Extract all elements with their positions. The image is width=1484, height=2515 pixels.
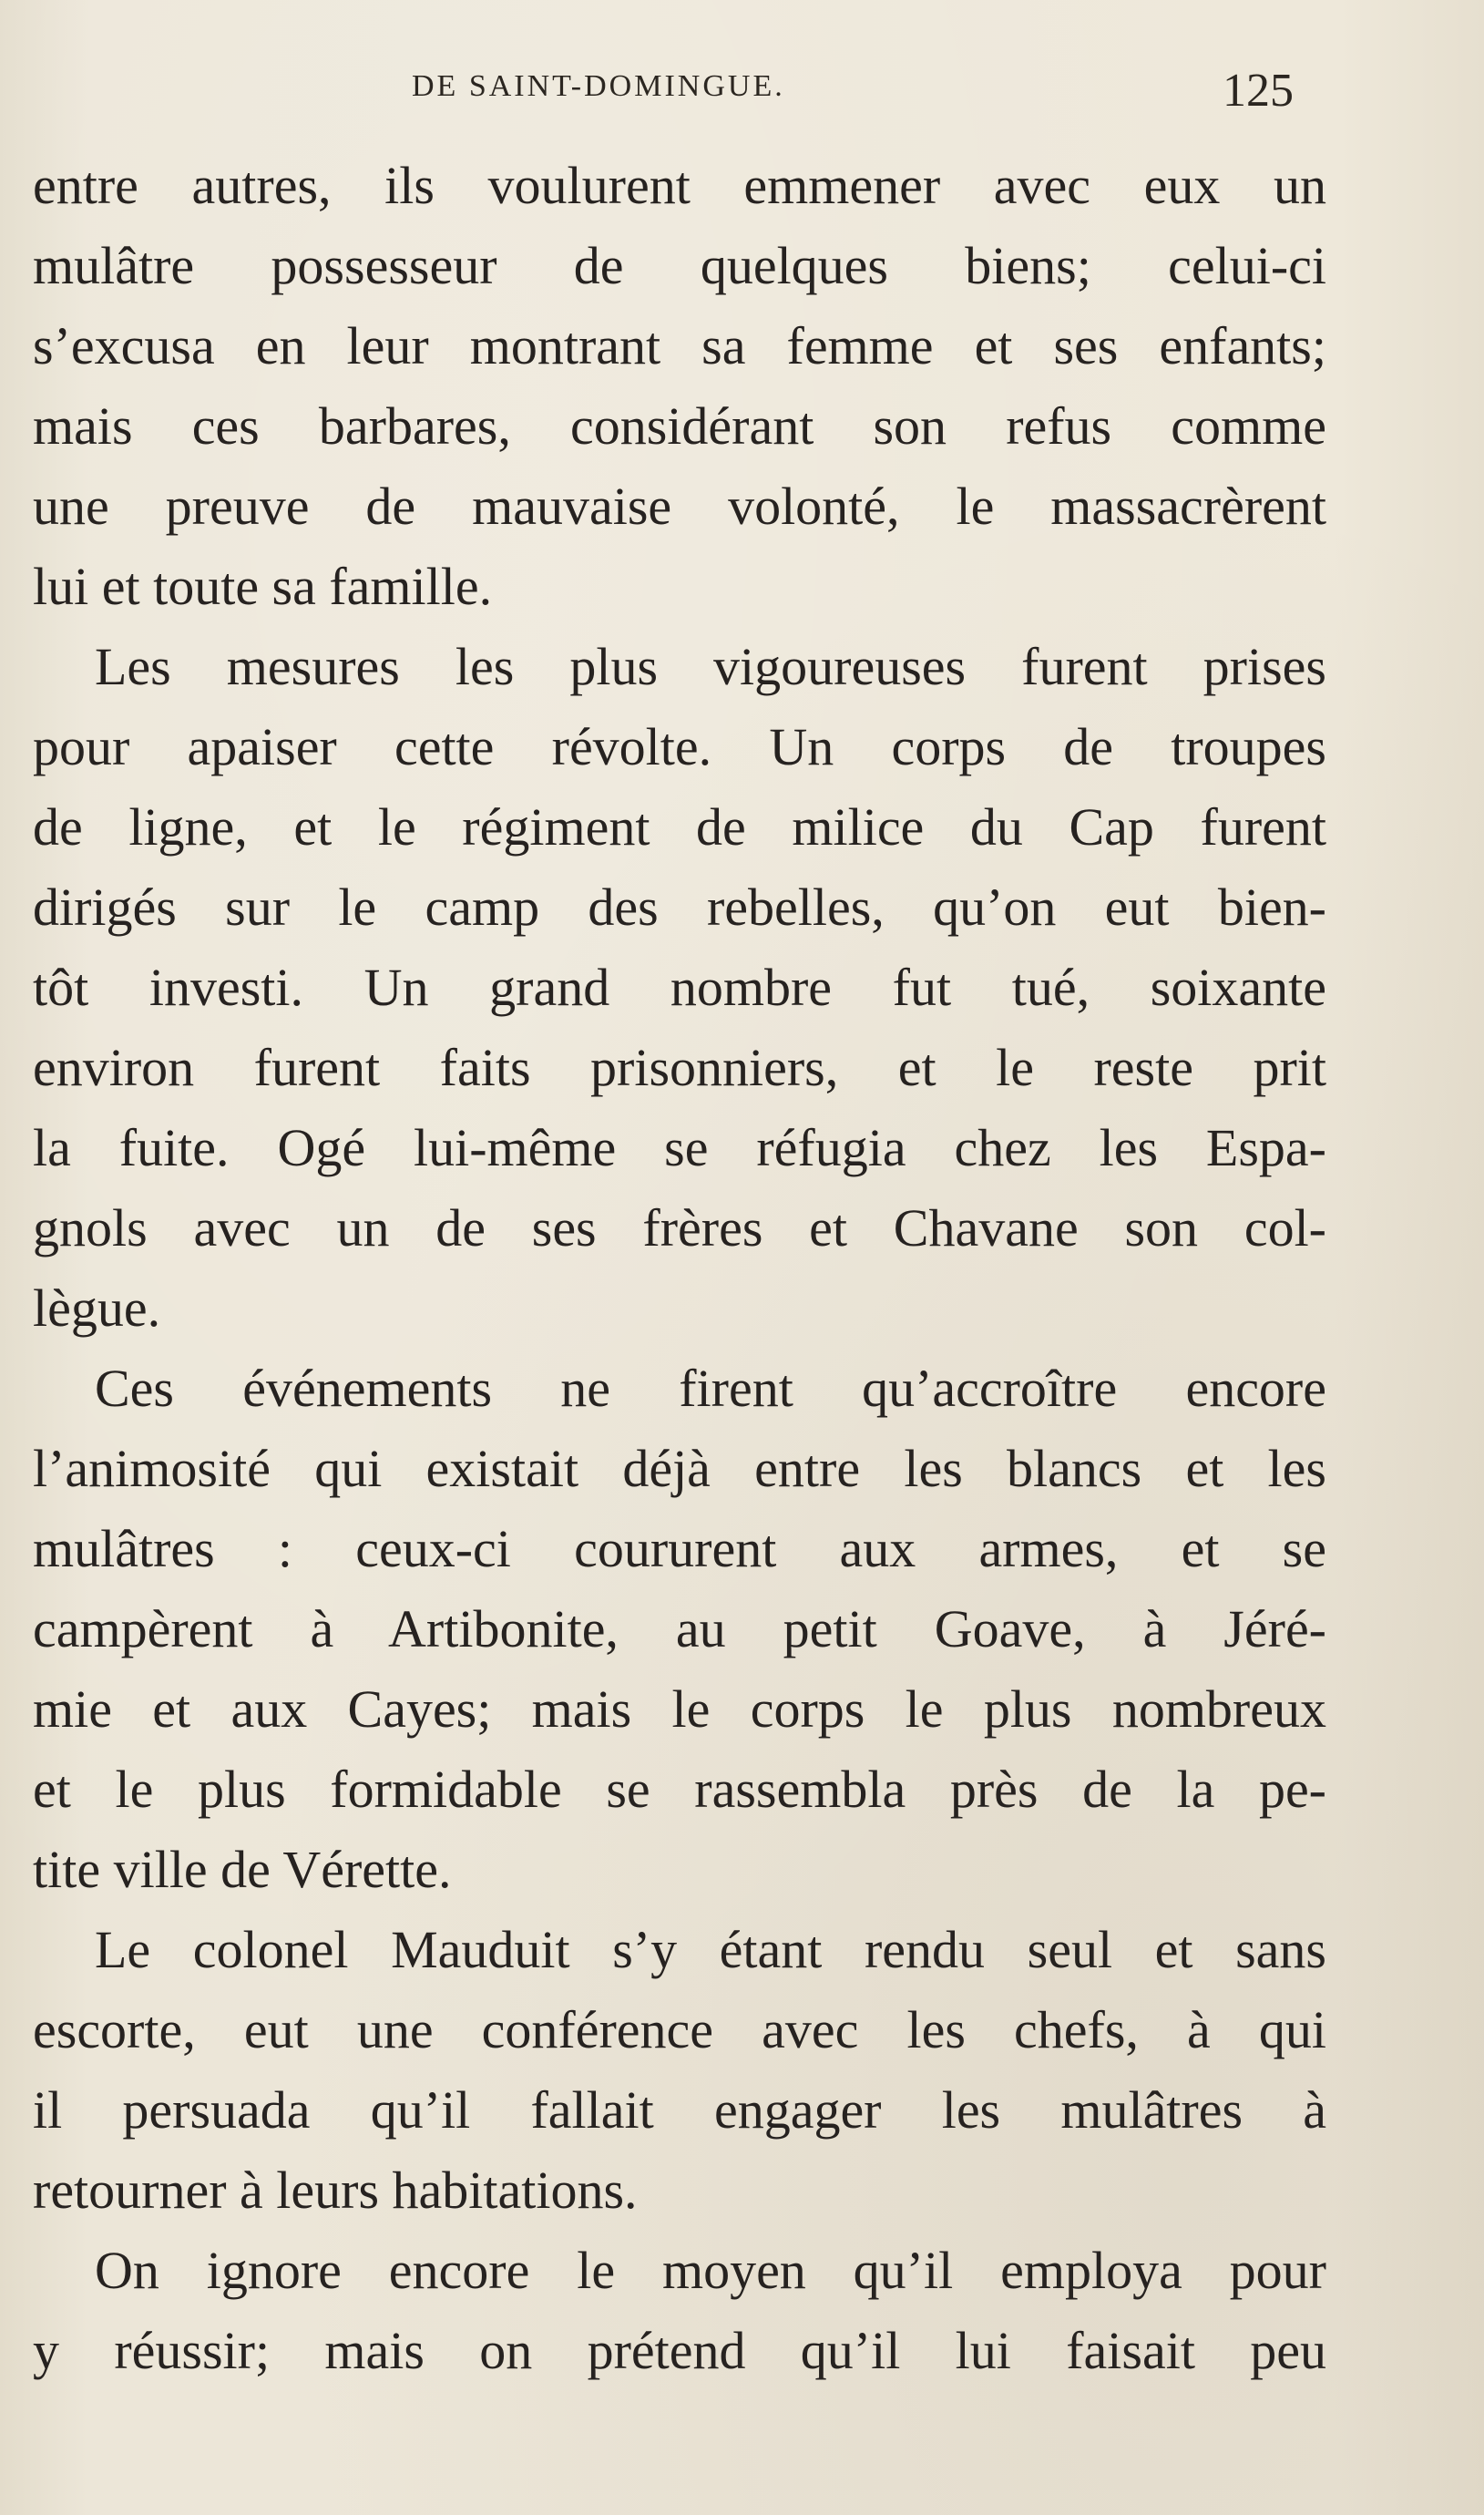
text-line: environ furent faits prisonniers, et le reste prit [33,1038,1326,1097]
text-line: Le colonel Mauduit s’y étant rendu seul et sans [95,1920,1326,1979]
text-line: mie et aux Cayes; mais le corps le plus nombreux [33,1679,1326,1739]
text-line: et le plus formidable se rassembla près de la pe- [33,1760,1326,1819]
page-header [0,65,1484,124]
text-line: lègue. [33,1278,161,1338]
running-head: DE SAINT-DOMINGUE. [412,69,785,103]
paragraph [33,1349,1326,1910]
text-line: pour apaiser cette révolte. Un corps de troupes [33,717,1326,776]
text-line: retourner à leurs habitations. [33,2161,638,2220]
page-number: 125 [1223,65,1294,117]
text-line: tôt investi. Un grand nombre fut tué, soixante [33,958,1326,1017]
text-line: entre autres, ils voulurent emmener avec eux un [33,156,1326,215]
text-line: escorte, eut une conférence avec les chefs, à qui [33,2000,1326,2059]
text-line: de ligne, et le régiment de milice du Cap furent [33,797,1326,857]
text-line: il persuada qu’il fallait engager les mulâtres à [33,2080,1326,2140]
text-line: mulâtre possesseur de quelques biens; celui-ci [33,236,1326,295]
text-line: dirigés sur le camp des rebelles, qu’on eut bien- [33,878,1326,937]
text-line: la fuite. Ogé lui-même se réfugia chez les Espa- [33,1118,1326,1177]
text-line: mulâtres : ceux-ci coururent aux armes, et se [33,1519,1326,1578]
text-line: tite ville de Vérette. [33,1840,452,1899]
paragraph [33,146,1326,627]
text-line: campèrent à Artibonite, au petit Goave, à Jéré- [33,1599,1326,1658]
text-line: Les mesures les plus vigoureuses furent prises [95,637,1326,696]
text-line: y réussir; mais on prétend qu’il lui faisait peu [33,2321,1326,2380]
paragraph [33,1910,1326,2231]
text-line: une preuve de mauvaise volonté, le massacrèrent [33,477,1326,536]
text-line: l’animosité qui existait déjà entre les blancs et les [33,1439,1326,1498]
paragraph [33,627,1326,1349]
body-text [33,146,1326,2391]
text-line: lui et toute sa famille. [33,557,493,616]
text-line: s’excusa en leur montrant sa femme et ses enfants; [33,316,1326,375]
text-line: mais ces barbares, considérant son refus comme [33,396,1326,456]
text-line: Ces événements ne firent qu’accroître encore [95,1359,1326,1418]
text-line: On ignore encore le moyen qu’il employa pour [95,2241,1326,2300]
paragraph [33,2231,1326,2391]
text-line: gnols avec un de ses frères et Chavane son col- [33,1198,1326,1258]
